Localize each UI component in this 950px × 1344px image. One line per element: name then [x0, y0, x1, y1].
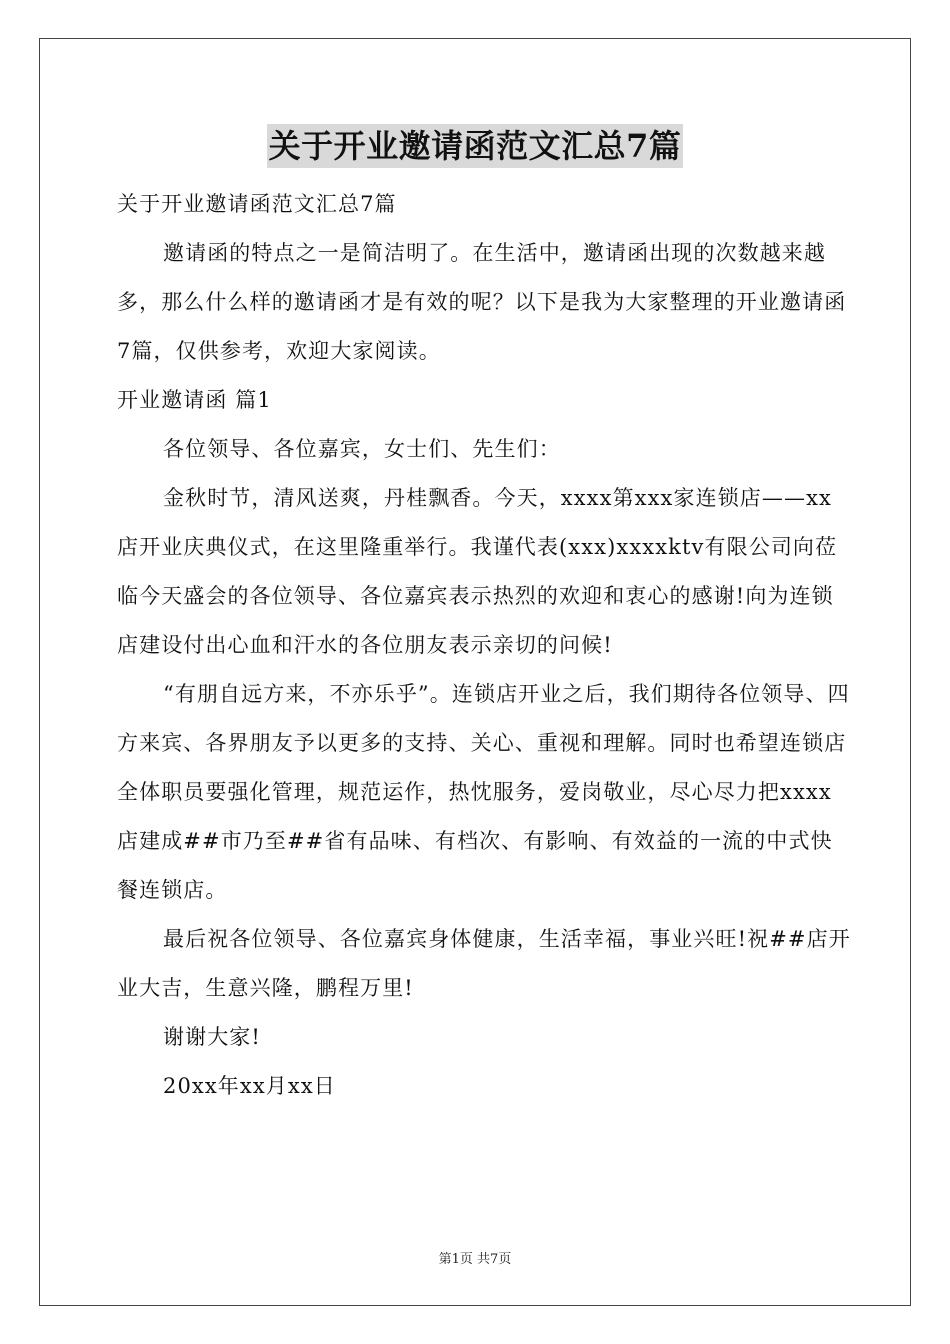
intro-paragraph: 邀请函的特点之一是简洁明了。在生活中，邀请函出现的次数越来越多，那么什么样的邀请函才是有效的呢？以下是我为大家整理的开业邀请函7篇，仅供参考，欢迎大家阅读。	[117, 241, 847, 363]
letter-paragraph: “有朋自远方来，不亦乐乎”。连锁店开业之后，我们期待各位领导、四方来宾、各界朋友予以更多的支持、关心、重视和理解。同时也希望连锁店全体职员要强化管理，规范运作，热忱服务，爱岗敬业，尽心尽力把xxxx店建成##市乃至##省有品味、有档次、有影响、有效益的一流的中式快餐连锁店。	[117, 682, 850, 902]
section-heading: 开业邀请函 篇1	[117, 388, 272, 412]
title-container	[0, 124, 950, 168]
page-footer	[0, 1248, 950, 1267]
letter-date: 20xx年xx月xx日	[163, 1074, 336, 1098]
document-title: 关于开业邀请函范文汇总7篇	[267, 124, 684, 168]
document-subtitle: 关于开业邀请函范文汇总7篇	[117, 192, 397, 216]
letter-greeting: 各位领导、各位嘉宾，女士们、先生们：	[163, 437, 561, 461]
page-number: 第1页 共7页	[438, 1252, 512, 1267]
letter-paragraph: 金秋时节，清风送爽，丹桂飘香。今天，xxxx第xxx家连锁店——xx店开业庆典仪式，在这里隆重举行。我谨代表(xxx)xxxxktv有限公司向莅临今天盛会的各位领导、各位嘉宾表示热烈的欢迎和衷心的感谢!向为连锁店建设付出心血和汗水的各位朋友表示亲切的问候!	[117, 486, 838, 657]
letter-paragraph: 最后祝各位领导、各位嘉宾身体健康，生活幸福，事业兴旺!祝##店开业大吉，生意兴隆，鹏程万里!	[117, 927, 851, 1000]
document-body	[117, 180, 852, 1111]
letter-closing: 谢谢大家!	[163, 1025, 261, 1049]
